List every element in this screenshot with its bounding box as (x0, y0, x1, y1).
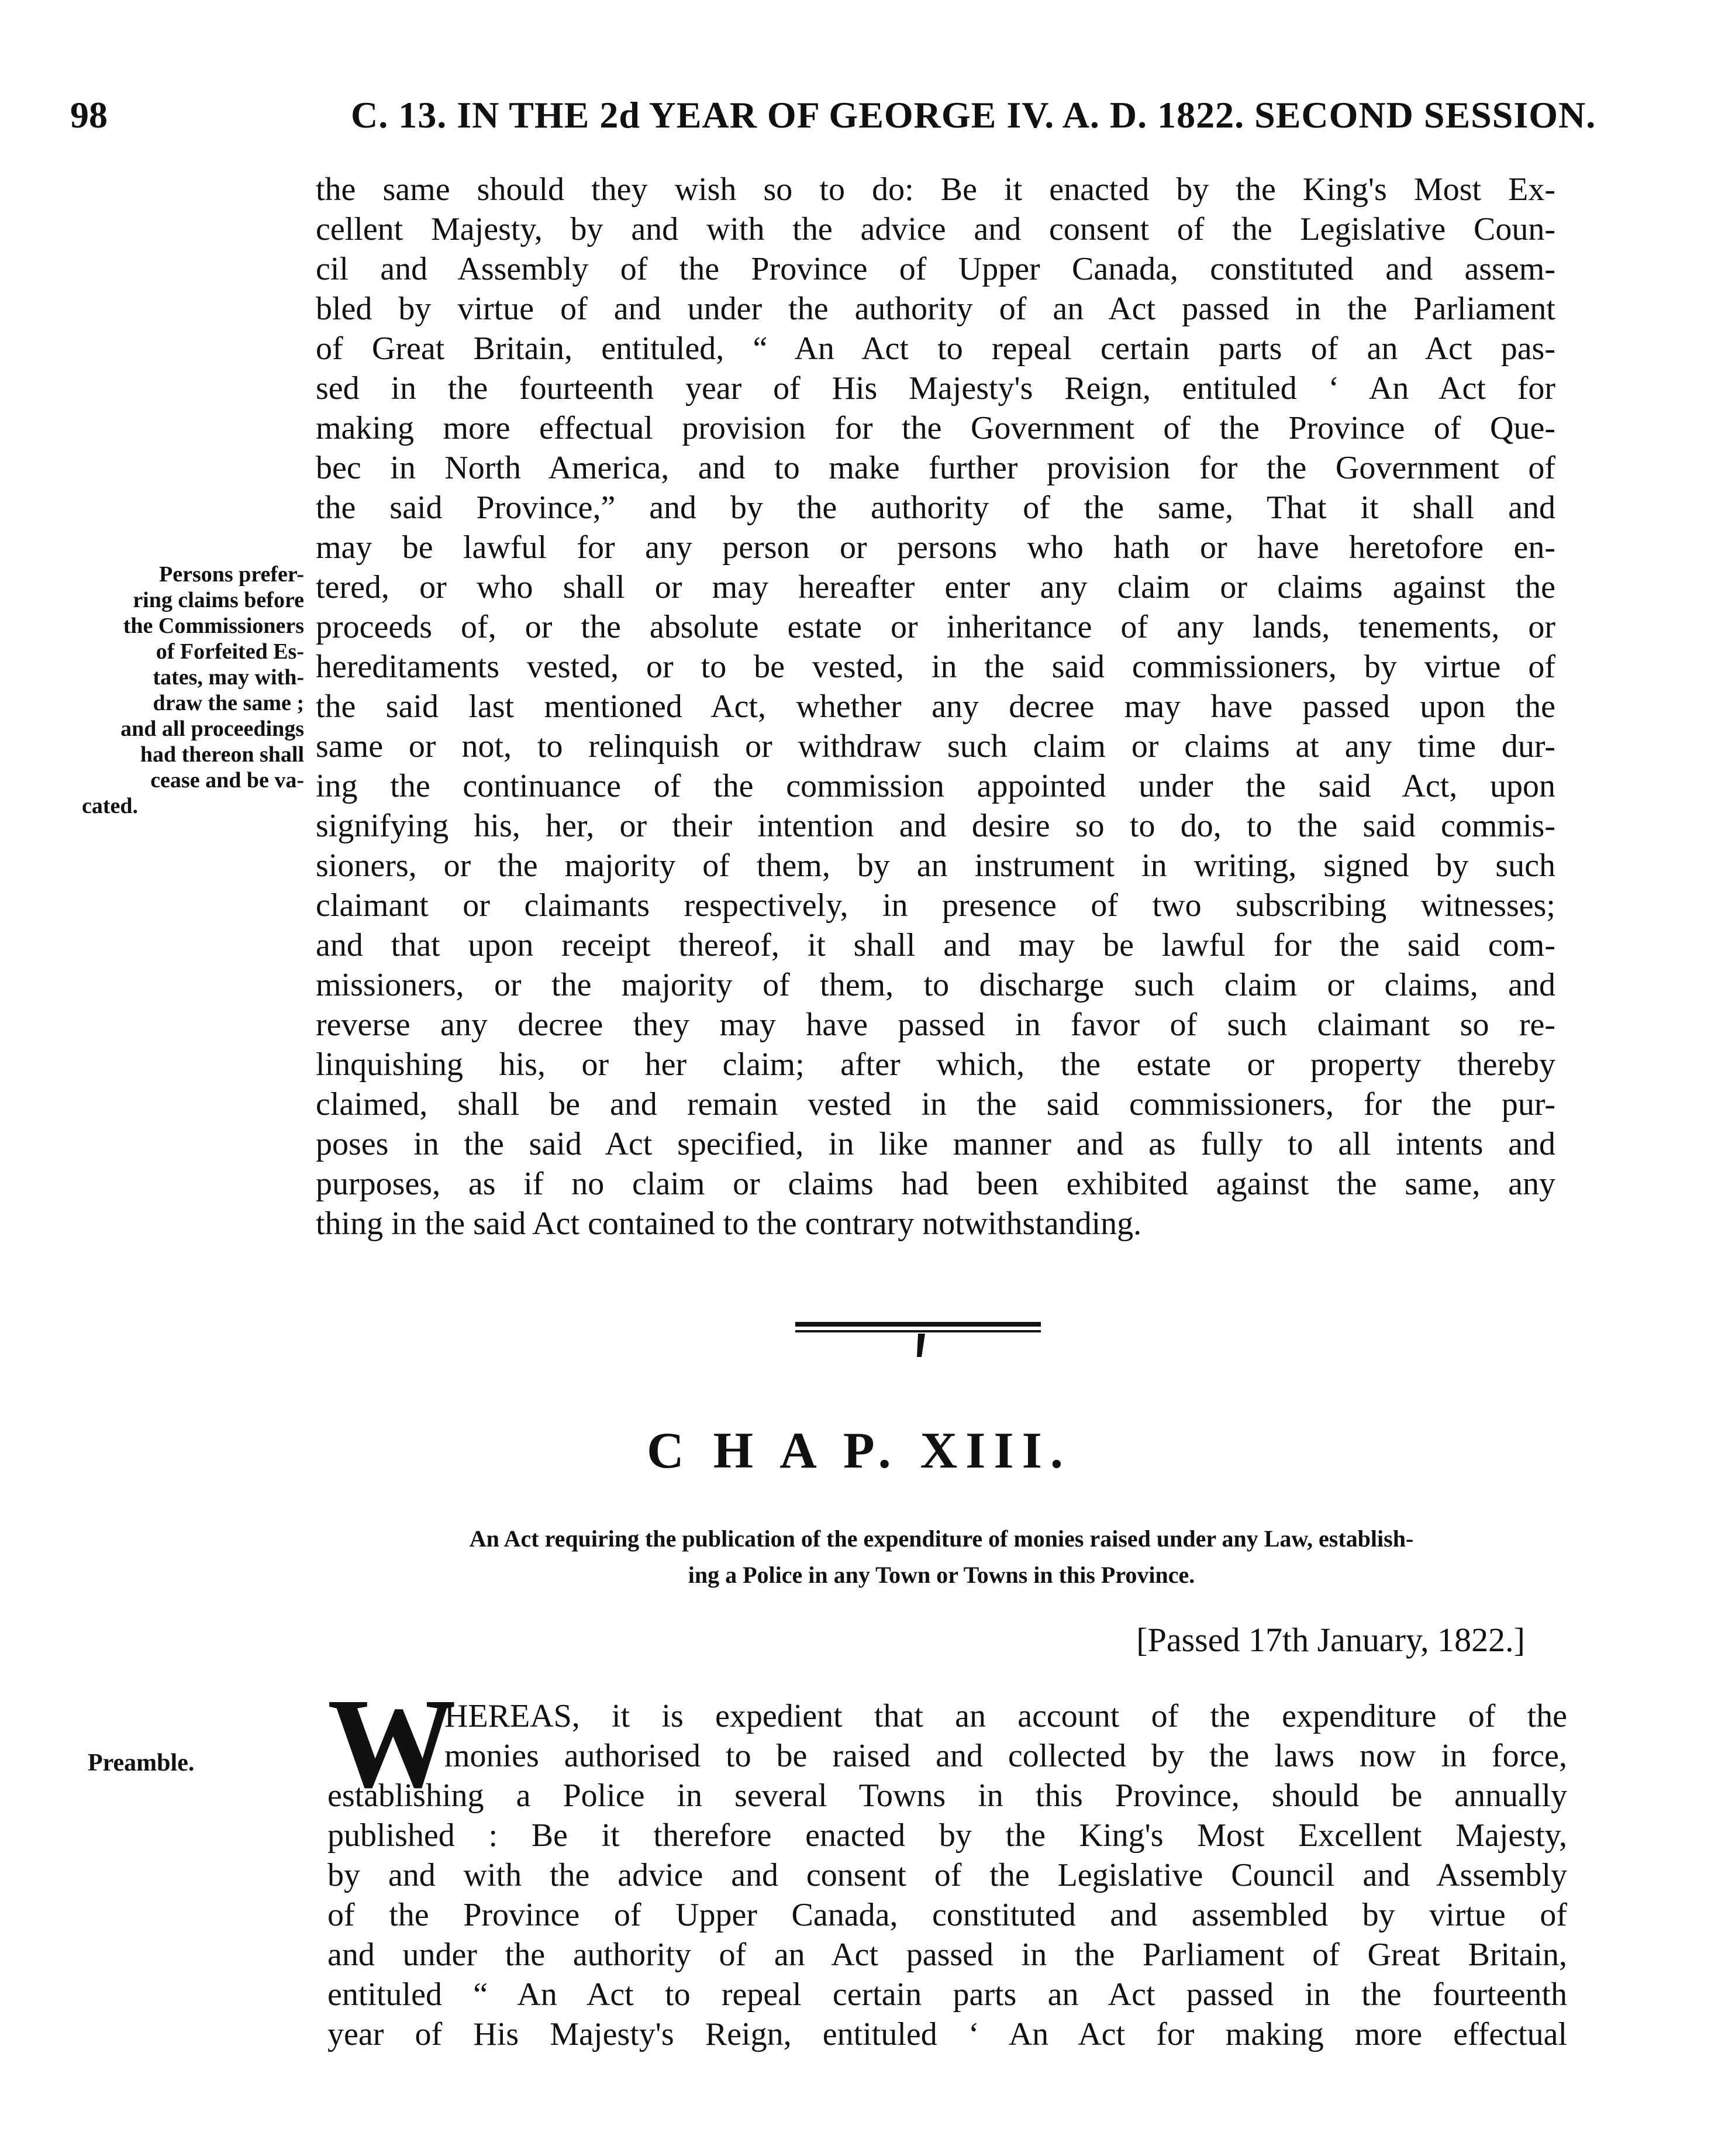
text-line: hereditaments vested, or to be vested, in the said commissioners, by virtue of (316, 649, 1555, 685)
text-line: year of His Majesty's Reign, entituled ‘ An Act for making more effectual (327, 2016, 1567, 2052)
margin-note-line: of Forfeited Es- (156, 639, 304, 664)
text-line: signifying his, her, or their intention and desire so to do, to the said commis- (316, 808, 1555, 844)
text-line: making more effectual provision for the Government of the Province of Que- (316, 410, 1555, 446)
act-title-line: An Act requiring the publication of the expenditure of monies raised under any Law, establish- (469, 1525, 1414, 1552)
text-line: the said Province,” and by the authority of the same, That it shall and (316, 490, 1555, 526)
act-title (327, 1521, 1555, 1593)
margin-note-line: cease and be va- (150, 768, 304, 793)
text-line: reverse any decree they may have passed in favor of such claimant so re- (316, 1007, 1555, 1043)
text-line: of the Province of Upper Canada, constituted and assembled by virtue of (327, 1897, 1567, 1933)
text-line: entituled “ An Act to repeal certain parts an Act passed in the fourteenth (327, 1976, 1567, 2013)
margin-note-line: draw the same ; (153, 691, 304, 715)
text-line: may be lawful for any person or persons who hath or have heretofore en- (316, 529, 1555, 566)
text-line: ing the continuance of the commission appointed under the said Act, upon (316, 768, 1555, 804)
margin-note-line: ring claims before (133, 588, 304, 612)
text-line: poses in the said Act specified, in like manner and as fully to all intents and (316, 1126, 1555, 1162)
text-line: claimed, shall be and remain vested in the said commissioners, for the pur- (316, 1086, 1555, 1122)
text-line: establishing a Police in several Towns in this Province, should be annually (327, 1778, 1567, 1814)
running-head: C. 13. IN THE 2d YEAR OF GEORGE IV. A. D. 1822. SECOND SESSION. (351, 94, 1596, 136)
margin-note-preamble: Preamble. (88, 1749, 195, 1776)
margin-note-line: the Commissioners (123, 614, 304, 638)
margin-note-line: tates, may with- (153, 665, 304, 690)
text-line: and under the authority of an Act passed in the Parliament of Great Britain, (327, 1937, 1567, 1973)
page-number: 98 (70, 94, 108, 136)
act-title-line: ing a Police in any Town or Towns in this Province. (688, 1562, 1195, 1588)
text-line: by and with the advice and consent of the Legislative Council and Assembly (327, 1857, 1567, 1893)
text-line: and that upon receipt thereof, it shall and may be lawful for the said com- (316, 927, 1555, 963)
margin-note-line: cated. (82, 794, 139, 818)
text-line: the said last mentioned Act, whether any decree may have passed upon the (316, 688, 1555, 725)
margin-note-line: and all proceedings (120, 717, 304, 741)
text-line: purposes, as if no claim or claims had been exhibited against the same, any (316, 1166, 1555, 1202)
text-line: claimant or claimants respectively, in presence of two subscribing witnesses; (316, 887, 1555, 924)
text-line: cil and Assembly of the Province of Upper Canada, constituted and assem- (316, 251, 1555, 287)
text-line: linquishing his, or her claim; after which, the estate or property thereby (316, 1046, 1555, 1083)
text-line: same or not, to relinquish or withdraw such claim or claims at any time dur- (316, 728, 1555, 764)
text-line: tered, or who shall or may hereafter enter any claim or claims against the (316, 569, 1555, 605)
section-divider-ornament (772, 1304, 1064, 1363)
text-line: bled by virtue of and under the authority of an Act passed in the Parliament (316, 291, 1555, 327)
margin-note-line: Persons prefer- (159, 562, 304, 587)
chapter-title: C H A P. XIII. (647, 1423, 1071, 1479)
text-line: sed in the fourteenth year of His Majesty's Reign, entituled ‘ An Act for (316, 370, 1555, 407)
text-line: bec in North America, and to make further provision for the Government of (316, 450, 1555, 486)
text-line: sioners, or the majority of them, by an instrument in writing, signed by such (316, 848, 1555, 884)
preamble-text-indented (444, 1696, 1567, 1776)
text-line: proceeds of, or the absolute estate or inheritance of any lands, tenements, or (316, 609, 1555, 645)
text-line: of Great Britain, entituled, “ An Act to repeal certain parts of an Act pas- (316, 330, 1555, 367)
text-line: published : Be it therefore enacted by the King's Most Excellent Majesty, (327, 1817, 1567, 1854)
passed-date: [Passed 17th January, 1822.] (1136, 1621, 1525, 1659)
text-line: HEREAS, it is expedient that an account of the expenditure of the (444, 1698, 1567, 1734)
margin-note-line: had thereon shall (140, 742, 304, 767)
paragraph-continuation (316, 170, 1555, 1244)
text-line: thing in the said Act contained to the contrary notwithstanding. (316, 1206, 1142, 1242)
text-line: missioners, or the majority of them, to discharge such claim or claims, and (316, 967, 1555, 1003)
page-header (70, 94, 1596, 152)
margin-note-withdraw-claims (82, 562, 304, 819)
text-line: the same should they wish so to do: Be it enacted by the King's Most Ex- (316, 171, 1555, 208)
text-line: cellent Majesty, by and with the advice and consent of the Legislative Coun- (316, 211, 1555, 247)
drop-cap: W (327, 1672, 456, 1814)
preamble-text (327, 1776, 1567, 2054)
text-line: monies authorised to be raised and collected by the laws now in force, (444, 1738, 1567, 1774)
